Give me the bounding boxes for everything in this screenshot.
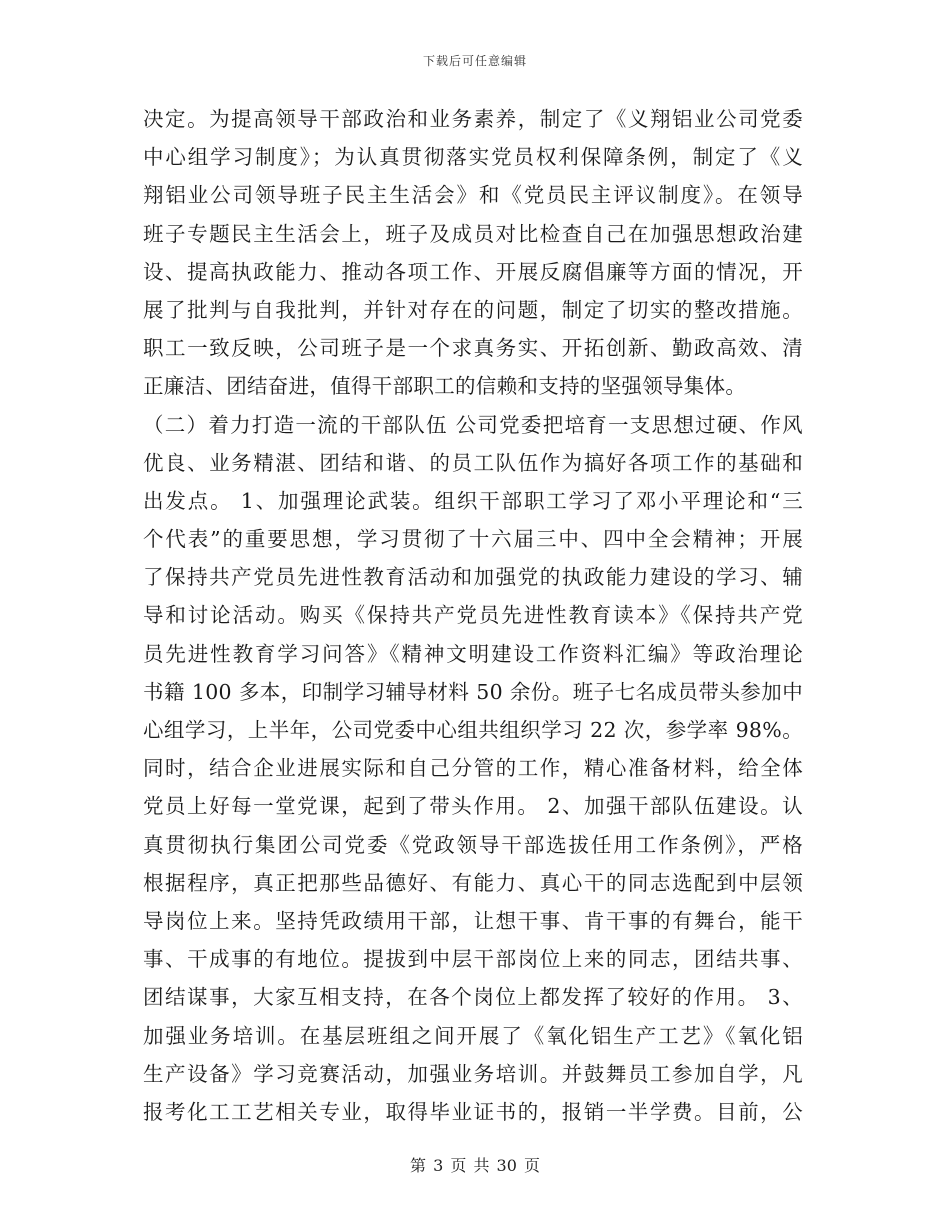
text-line: 出发点。 1、加强理论武装。组织干部职工学习了邓小平理论和“三 xyxy=(143,488,803,513)
text-line: 生产设备》学习竞赛活动，加强业务培训。并鼓舞员工参加自学，凡 xyxy=(143,1061,803,1086)
text-line: 导和讨论活动。购买《保持共产党员先进性教育读本》《保持共产党 xyxy=(143,603,803,628)
section-heading-line: （二）着力打造一流的干部队伍 公司党委把培育一支思想过硬、作风 xyxy=(143,412,803,437)
text-line: 正廉洁、团结奋进，值得干部职工的信赖和支持的坚强领导集体。 xyxy=(143,374,747,399)
text-line: 班子专题民主生活会上，班子及成员对比检查自己在加强思想政治建 xyxy=(143,221,803,246)
page-header: 下载后可任意编辑 xyxy=(422,54,527,68)
text-line: 根据程序，真正把那些品德好、有能力、真心干的同志选配到中层领 xyxy=(143,870,803,895)
text-line: 翔铝业公司领导班子民主生活会》和《党员民主评议制度》。在领导 xyxy=(143,183,803,208)
text-line: 中心组学习制度》；为认真贯彻落实党员权利保障条例，制定了《义 xyxy=(143,145,803,170)
text-line: 优良、业务精湛、团结和谐、的员工队伍作为搞好各项工作的基础和 xyxy=(143,450,803,475)
text-line: 党员上好每一堂党课，起到了带头作用。 2、加强干部队伍建设。认 xyxy=(143,794,803,819)
text-line: 加强业务培训。在基层班组之间开展了《氧化铝生产工艺》《氧化铝 xyxy=(143,1023,803,1048)
text-line: 书籍 100 多本，印制学习辅导材料 50 余份。班子七名成员带头参加中 xyxy=(143,679,803,704)
text-line: 导岗位上来。坚持凭政绩用干部，让想干事、肯干事的有舞台，能干 xyxy=(143,908,803,933)
text-line: 个代表”的重要思想，学习贯彻了十六届三中、四中全会精神；开展 xyxy=(143,527,803,552)
text-line: 职工一致反映，公司班子是一个求真务实、开拓创新、勤政高效、清 xyxy=(143,336,803,361)
text-line: 员先进性教育学习问答》《精神文明建设工作资料汇编》等政治理论 xyxy=(143,641,803,666)
text-line: 设、提高执政能力、推动各项工作、开展反腐倡廉等方面的情况，开 xyxy=(143,259,803,284)
text-line: 心组学习，上半年，公司党委中心组共组织学习 22 次，参学率 98%。 xyxy=(143,718,803,742)
text-line: 团结谋事，大家互相支持，在各个岗位上都发挥了较好的作用。 3、 xyxy=(143,985,803,1010)
text-line: 事、干成事的有地位。提拔到中层干部岗位上来的同志，团结共事、 xyxy=(143,947,803,972)
text-line: 真贯彻执行集团公司党委《党政领导干部选拔任用工作条例》，严格 xyxy=(143,832,803,857)
text-line: 同时，结合企业进展实际和自己分管的工作，精心准备材料，给全体 xyxy=(143,756,803,781)
text-line: 了保持共产党员先进性教育活动和加强党的执政能力建设的学习、辅 xyxy=(143,565,803,590)
document-body xyxy=(143,100,803,1131)
text-line: 决定。为提高领导干部政治和业务素养，制定了《义翔铝业公司党委 xyxy=(143,107,803,131)
text-line: 报考化工工艺相关专业，取得毕业证书的，报销一半学费。目前，公 xyxy=(143,1099,803,1124)
text-line: 展了批判与自我批判，并针对存在的问题，制定了切实的整改措施。 xyxy=(143,297,803,322)
page-number: 第 3 页 共 30 页 xyxy=(410,1156,540,1175)
